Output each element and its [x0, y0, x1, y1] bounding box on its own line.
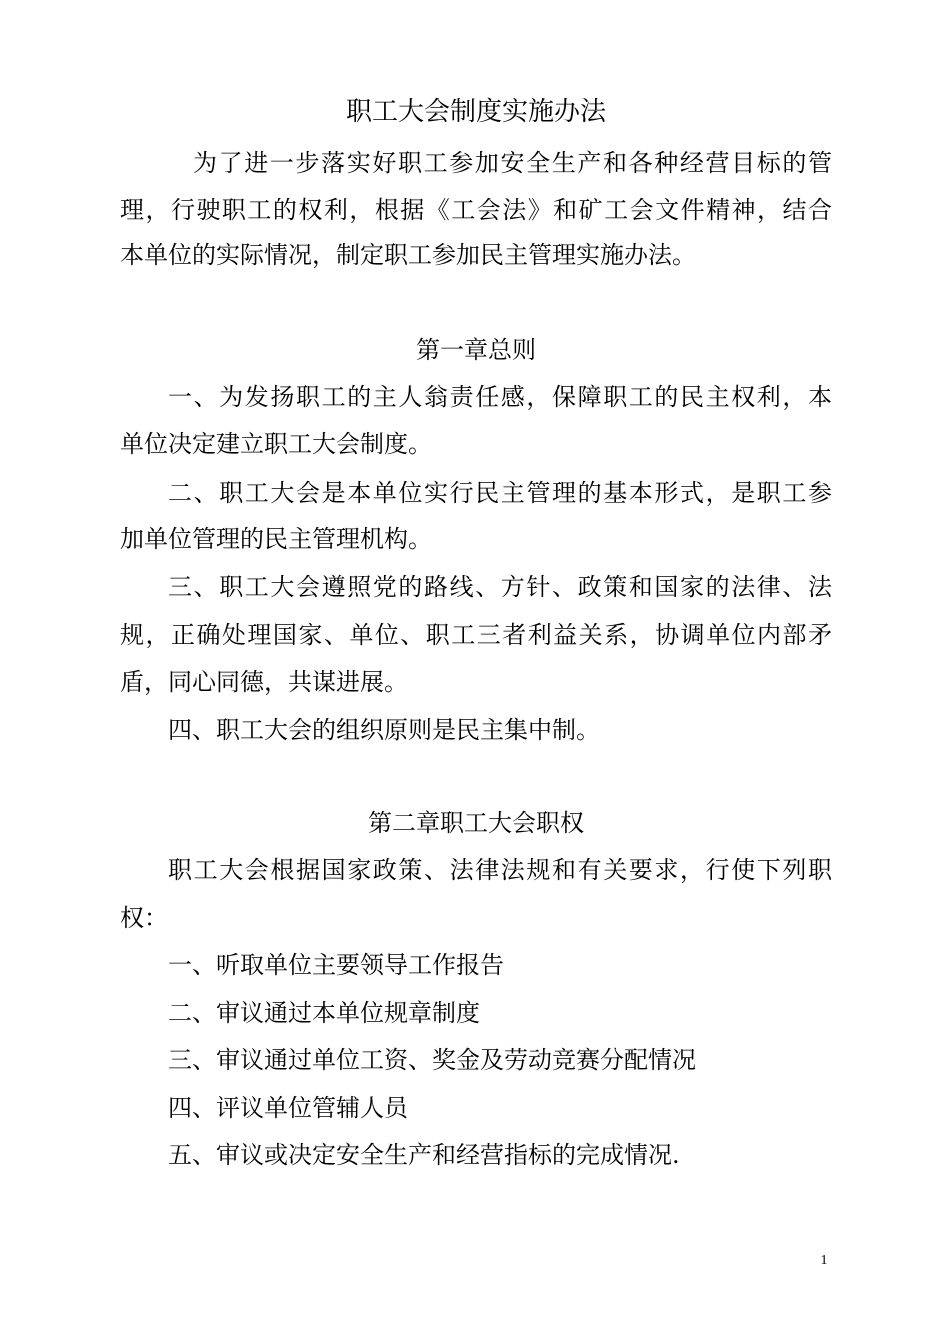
chapter1-line-1: 一、为发扬职工的主人翁责任感，保障职工的民主权利，本 [168, 383, 832, 411]
chapter2-line-4: 二、审议通过本单位规章制度 [168, 999, 480, 1027]
chapter2-line-5: 三、审议通过单位工资、奖金及劳动竞赛分配情况 [168, 1046, 696, 1074]
chapter2-line-7: 五、审议或决定安全生产和经营指标的完成情况. [168, 1141, 680, 1169]
intro-line-3: 本单位的实际情况，制定职工参加民主管理实施办法。 [120, 241, 696, 269]
chapter1-line-3: 二、职工大会是本单位实行民主管理的基本形式，是职工参 [168, 479, 832, 507]
intro-line-2: 理，行驶职工的权利，根据《工会法》和矿工会文件精神，结合 [120, 196, 832, 224]
chapter2-line-2: 权： [120, 904, 168, 932]
chapter1-line-6: 规，正确处理国家、单位、职工三者利益关系，协调单位内部矛 [120, 621, 832, 649]
page-number: 1 [820, 1253, 828, 1268]
chapter1-line-7: 盾，同心同德，共谋进展。 [120, 668, 408, 696]
chapter1-line-2: 单位决定建立职工大会制度。 [120, 430, 432, 458]
intro-line-1: 为了进一步落实好职工参加安全生产和各种经营目标的管 [193, 149, 832, 177]
chapter1-line-4: 加单位管理的民主管理机构。 [120, 525, 432, 553]
chapter2-heading: 第二章职工大会职权 [368, 809, 584, 837]
chapter2-line-6: 四、评议单位管辅人员 [168, 1094, 408, 1122]
chapter1-heading: 第一章总则 [416, 336, 536, 364]
chapter2-line-3: 一、听取单位主要领导工作报告 [168, 951, 504, 979]
chapter1-line-8: 四、职工大会的组织原则是民主集中制。 [168, 716, 600, 744]
chapter2-line-1: 职工大会根据国家政策、法律法规和有关要求，行使下列职 [168, 856, 832, 884]
chapter1-line-5: 三、职工大会遵照党的路线、方针、政策和国家的法律、法 [168, 573, 832, 601]
document-title: 职工大会制度实施办法 [345, 97, 606, 127]
